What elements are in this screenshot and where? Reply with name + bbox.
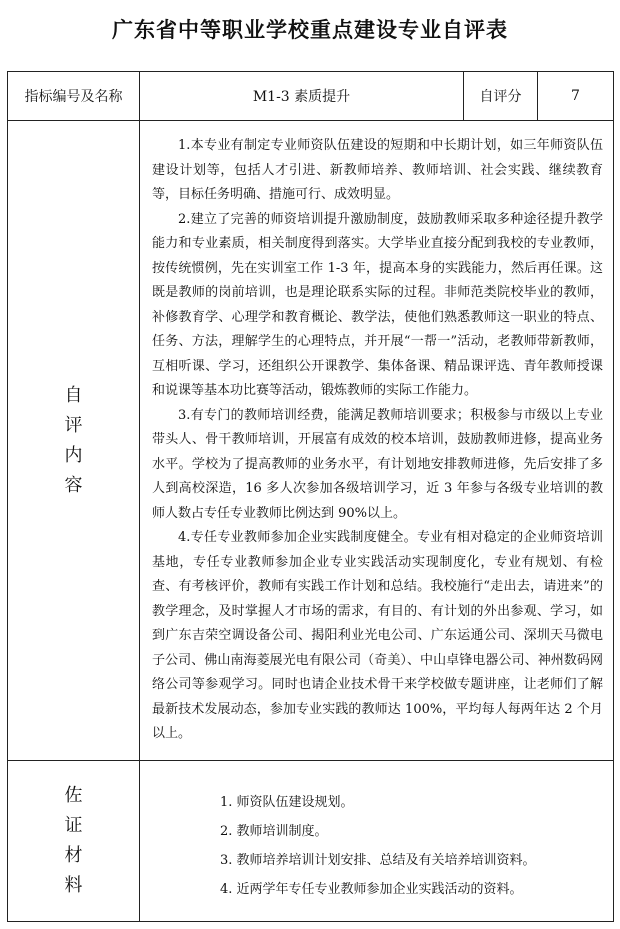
paragraph: 1.本专业有制定专业师资队伍建设的短期和中长期计划，如三年师资队伍建设计划等，包括人才引进、新教师培养、教师培训、社会实践、继续教育等，目标任务明确、措施可行、成效明显。 <box>152 138 603 203</box>
evidence-item: 2. 教师培训制度。 <box>220 824 328 839</box>
score-value: 7 <box>538 72 614 121</box>
indicator-label: 指标编号及名称 <box>8 72 140 121</box>
evidence-item: 1. 师资队伍建设规划。 <box>220 795 354 810</box>
evidence-content <box>140 761 614 922</box>
side-char: 佐 <box>64 785 83 806</box>
evidence-row <box>8 761 614 922</box>
self-eval-row <box>8 121 614 761</box>
side-char: 容 <box>64 474 83 496</box>
self-evaluation-table <box>7 71 614 922</box>
paragraph: 3.有专门的教师培训经费，能满足教师培训要求；积极参与市级以上专业带头人、骨干教师培训，开展富有成效的校本培训，鼓励教师进修，提高业务水平。学校为了提高教师的业务水平，有计划地安排教师进修，先后安排了多人到高校深造，16 多人次参加各级培训学习，近 3 年参与各级专业培训的教师人数占专任专业教师比例达到 90%以上。 <box>152 407 603 521</box>
evidence-item: 4. 近两学年专任专业教师参加企业实践活动的资料。 <box>220 882 523 897</box>
paragraph: 4.专任专业教师参加企业实践制度健全。专业有相对稳定的企业师资培训基地，专任专业教师参加企业专业实践活动实现制度化，专业有规划、有检查、有考核评价，教师有实践工作计划和总结。我校施行“走出去，请进来”的教学理念，及时掌握人才市场的需求，有目的、有计划的外出参观、学习，如到广东吉荣空调设备公司、揭阳利业光电公司、广东运通公司、深圳天马微电子公司、佛山南海菱展光电有限公司（奇美）、中山卓锋电器公司、神州数码网络公司等参观学习。同时也请企业技术骨干来学校做专题讲座，让老师们了解最新技术发展动态，参加专业实践的教师达 100%，平均每人每两年达 2 个月以上。 <box>152 530 603 742</box>
side-char: 自 <box>64 384 83 406</box>
side-char: 证 <box>64 815 83 836</box>
paragraph: 2.建立了完善的师资培训提升激励制度，鼓励教师采取多种途径提升教学能力和专业素质，相关制度得到落实。大学毕业直接分配到我校的专业教师，按传统惯例，先在实训室工作 1-3 年，提高本身的实践能力，然后再任课。这既是教师的岗前培训，也是理论联系实际的过程。非师范类院校毕业的教师，补修教育学、心理学和教育概论、教学法，使他们熟悉教师这一职业的特点、任务、方法，理解学生的心理特点，并开展“一帮一”活动，老教师带新教师，互相听课、学习，还组织公开课教学、集体备课、精品课评选、青年教师授课和说课等基本功比赛等活动，锻炼教师的实际工作能力。 <box>152 211 603 399</box>
side-char: 料 <box>64 875 83 896</box>
side-char: 评 <box>64 414 83 436</box>
score-label: 自评分 <box>464 72 538 121</box>
side-char: 内 <box>64 444 83 466</box>
self-eval-side-label <box>8 121 140 761</box>
page-title: 广东省中等职业学校重点建设专业自评表 <box>112 18 508 42</box>
evidence-item: 3. 教师培养培训计划安排、总结及有关培养培训资料。 <box>220 853 536 868</box>
self-eval-content <box>140 121 614 761</box>
indicator-value: M1-3 素质提升 <box>140 72 464 121</box>
evidence-side-label <box>8 761 140 922</box>
side-char: 材 <box>64 845 83 866</box>
header-row <box>8 72 614 121</box>
